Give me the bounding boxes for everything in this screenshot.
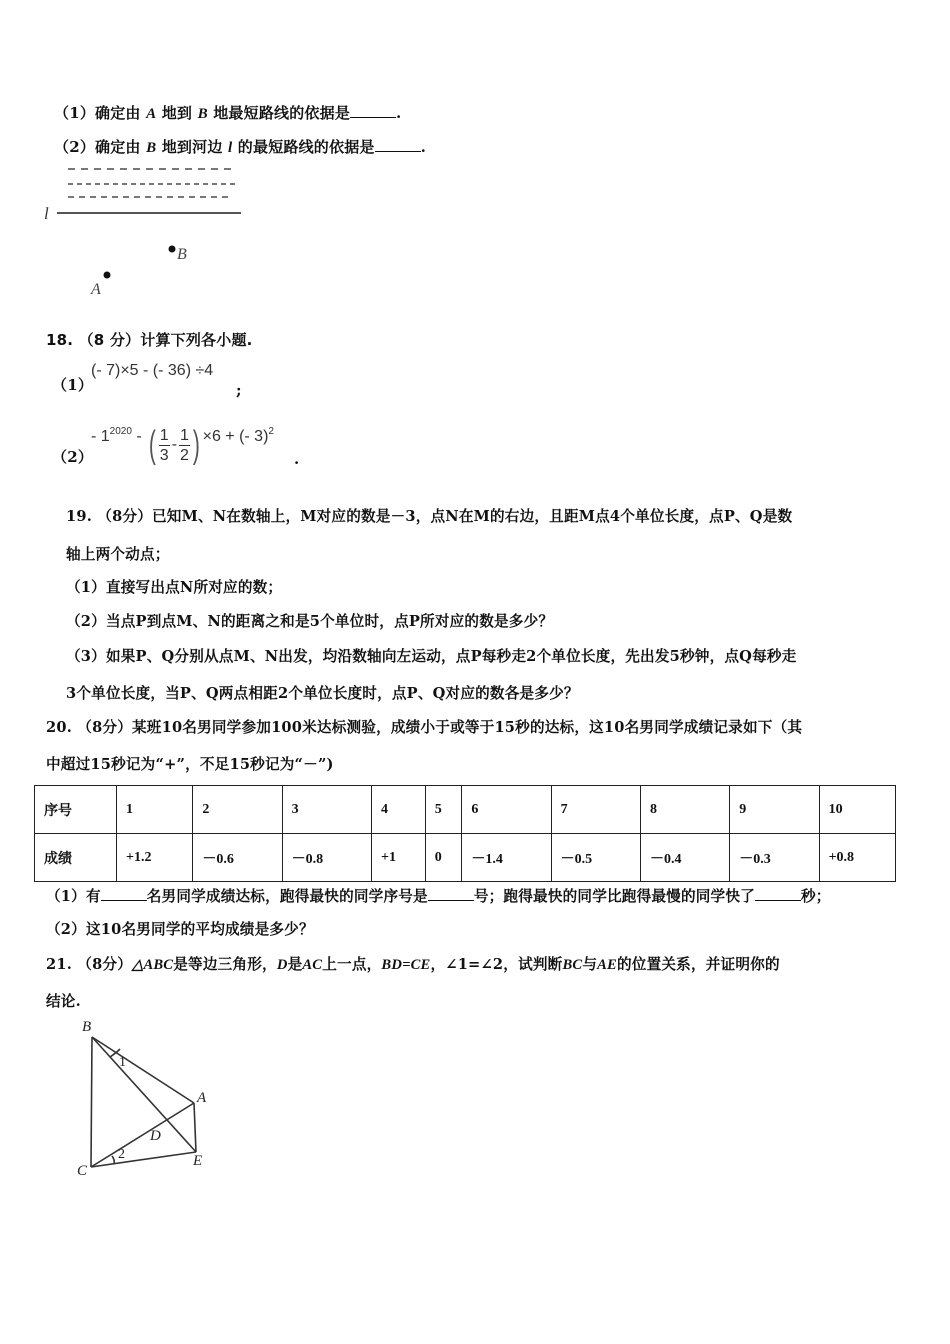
q21-line2: 结论. <box>46 993 81 1010</box>
q19-line1: 19. （8分）已知M、N在数轴上，M对应的数是－3，点N在M的右边，且距M点4个单位长度，点P、Q是数 <box>66 508 793 525</box>
segment-AC: AC <box>302 957 323 973</box>
numerator: 1 <box>159 426 169 444</box>
table-cell: 7 <box>551 786 640 834</box>
text: ，∠1=∠2，试判断 <box>430 956 563 973</box>
table-cell: 8 <box>640 786 729 834</box>
q18-title: 18. （8 分）计算下列各小题. <box>46 331 253 349</box>
period: . <box>396 104 402 122</box>
fraction-one-half <box>179 426 190 465</box>
q17-sub2-suffix: 的最短路线的依据是 <box>237 138 375 156</box>
numerator: 1 <box>180 426 189 444</box>
q17-sub1 <box>54 102 401 123</box>
text: 号；跑得最快的同学比跑得最慢的同学快了 <box>473 888 755 905</box>
exponent-2020: 2020 <box>109 425 132 437</box>
var-B: B <box>146 140 157 156</box>
segment-AE: AE <box>597 957 617 973</box>
label-angle-2: 2 <box>118 1147 125 1162</box>
table-row-number <box>35 786 896 834</box>
q17-sub2-mid: 地到河边 <box>161 138 223 156</box>
denominator: 3 <box>159 446 169 464</box>
table-cell: －0.4 <box>640 834 729 882</box>
table-cell: －1.4 <box>462 834 551 882</box>
point-A-label: A <box>91 281 101 298</box>
text: 是等边三角形， <box>173 956 277 973</box>
q17-sub2-prefix: （2）确定由 <box>54 138 141 156</box>
var-B: B <box>197 106 208 122</box>
q18-sub1-label: （1） <box>52 376 94 394</box>
table-cell: +1 <box>371 834 425 882</box>
table-row-score <box>35 834 896 882</box>
label-C: C <box>77 1163 88 1179</box>
triangle-ABC: △ABC <box>132 957 174 973</box>
row-label-number: 序号 <box>35 786 117 834</box>
river-figure <box>30 160 280 310</box>
segment-BC <box>91 1037 92 1167</box>
denominator: 2 <box>180 446 189 464</box>
text: 的位置关系，并证明你的 <box>617 956 780 973</box>
text: 21. （8分） <box>46 956 133 973</box>
answer-blank[interactable] <box>755 887 801 901</box>
exponent-2: 2 <box>268 425 274 437</box>
fraction-one-third <box>159 426 170 465</box>
point-B <box>169 246 176 253</box>
table-cell: 3 <box>282 786 371 834</box>
segment-BC: BC <box>562 957 583 973</box>
table-cell: 0 <box>425 834 462 882</box>
point-B-label: B <box>177 246 187 263</box>
minus: - <box>171 436 178 453</box>
score-table <box>34 785 896 882</box>
q20-sub2: （2）这10名男同学的平均成绩是多少？ <box>46 921 314 938</box>
q20-sub1 <box>46 885 831 906</box>
text: 上一点， <box>322 956 382 973</box>
period: . <box>294 450 300 468</box>
table-cell: 1 <box>117 786 193 834</box>
line-l-label: l <box>44 204 49 223</box>
q17-sub1-prefix: （1）确定由 <box>54 104 141 122</box>
var-A: A <box>146 106 157 122</box>
text: 是 <box>287 956 303 973</box>
table-cell: +0.8 <box>819 834 895 882</box>
table-cell: 10 <box>819 786 895 834</box>
semicolon: ; <box>236 381 242 399</box>
label-angle-1: 1 <box>119 1055 126 1070</box>
segment-CA <box>91 1103 194 1167</box>
var-D: D <box>276 957 288 973</box>
text: 名男同学成绩达标，跑得最快的同学序号是 <box>146 888 428 905</box>
q17-sub1-mid: 地到 <box>161 104 193 122</box>
label-E: E <box>193 1153 203 1169</box>
q20-line1: 20. （8分）某班10名男同学参加100米达标测验，成绩小于或等于15秒的达标，这10名男同学成绩记录如下（其 <box>46 719 803 736</box>
answer-blank[interactable] <box>428 887 474 901</box>
label-A: A <box>197 1090 207 1106</box>
table-cell: 2 <box>193 786 282 834</box>
table-cell: +1.2 <box>117 834 193 882</box>
q17-sub2 <box>54 136 426 157</box>
table-cell: 6 <box>462 786 551 834</box>
q19-sub3-line1: （3）如果P、Q分别从点M、N出发，均沿数轴向左运动，点P每秒走2个单位长度，先出发5秒钟，点Q每秒走 <box>66 648 797 665</box>
answer-blank[interactable] <box>101 887 147 901</box>
times-six-plus-neg3: ×6 + (- 3) <box>202 428 269 445</box>
point-A <box>104 272 111 279</box>
segment-CE <box>91 1152 196 1167</box>
minus-one: - 1 <box>91 428 110 445</box>
segment-AE <box>194 1103 196 1152</box>
label-D: D <box>150 1128 161 1144</box>
text: （1）有 <box>46 888 101 905</box>
q19-line2: 轴上两个动点； <box>66 546 170 563</box>
label-B: B <box>82 1019 92 1035</box>
period: . <box>420 138 427 156</box>
q19-sub2: （2）当点P到点M、N的距离之和是5个单位时，点P所对应的数是多少？ <box>66 613 554 630</box>
q19-sub1: （1）直接写出点N所对应的数； <box>66 579 283 596</box>
row-label-score: 成绩 <box>35 834 117 882</box>
minus: - <box>131 428 147 445</box>
right-paren: ) <box>192 423 200 466</box>
q18-sub2-expression <box>91 420 274 470</box>
table-cell: 4 <box>371 786 425 834</box>
left-paren: ( <box>148 423 156 466</box>
text: 与 <box>582 956 598 973</box>
answer-blank[interactable] <box>350 104 396 118</box>
var-l: l <box>227 140 233 156</box>
q17-sub1-suffix: 地最短路线的依据是 <box>213 104 351 122</box>
text: 秒； <box>800 888 831 905</box>
table-cell: －0.8 <box>282 834 371 882</box>
q19-sub3-line2: 3个单位长度，当P、Q两点相距2个单位长度时，点P、Q对应的数各是多少？ <box>66 685 579 702</box>
q18-sub1-expression: (- 7)×5 - (- 36) ÷4 <box>91 362 214 379</box>
river-dashes <box>68 169 235 197</box>
table-cell: －0.5 <box>551 834 640 882</box>
table-cell: －0.3 <box>730 834 819 882</box>
table-cell: 5 <box>425 786 462 834</box>
q18-sub2-label: （2） <box>52 448 94 466</box>
table-cell: 9 <box>730 786 819 834</box>
angle-2-arc <box>112 1156 114 1164</box>
equation-BD-CE: BD=CE <box>381 957 431 973</box>
table-cell: －0.6 <box>193 834 282 882</box>
q21-line1 <box>46 953 780 974</box>
answer-blank[interactable] <box>375 138 421 152</box>
q20-line2: 中超过15秒记为“+”，不足15秒记为“－”) <box>46 756 334 773</box>
